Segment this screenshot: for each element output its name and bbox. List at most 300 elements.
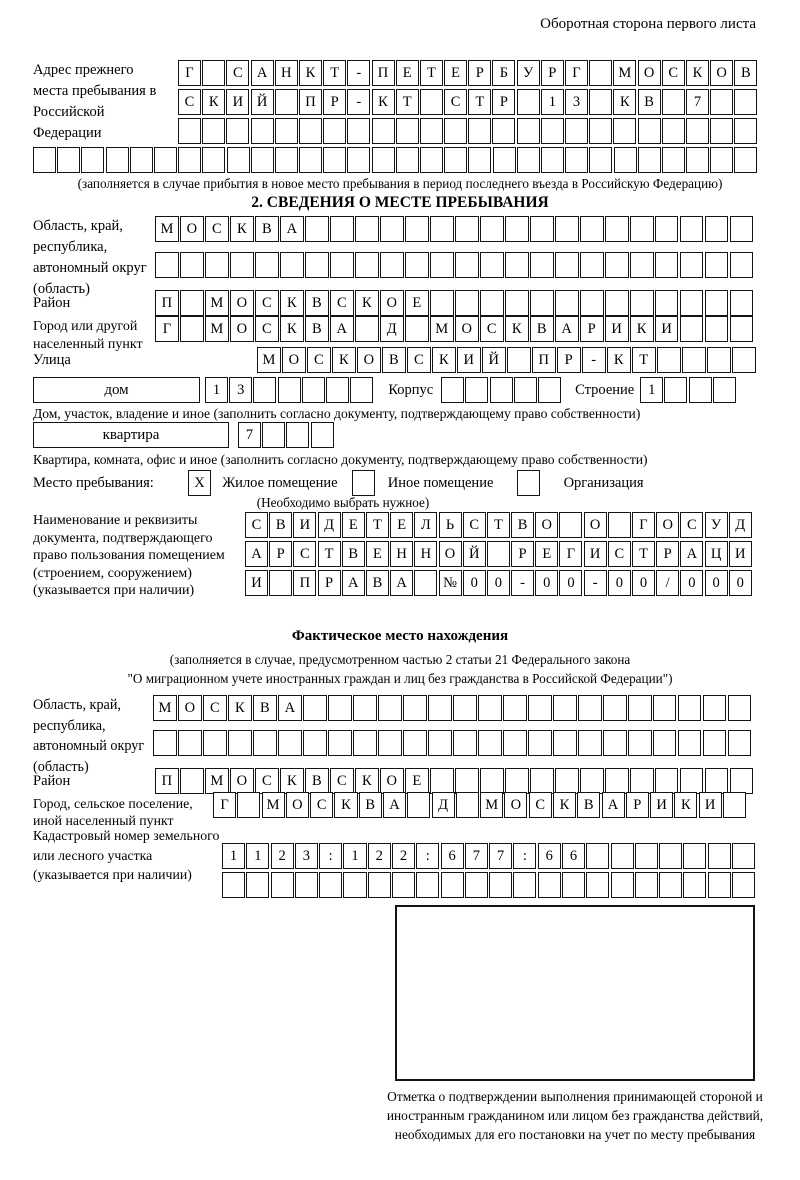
char-cell[interactable] — [530, 290, 554, 316]
char-cell[interactable] — [106, 147, 129, 173]
char-cell[interactable]: А — [245, 541, 268, 567]
char-cell[interactable]: Т — [632, 347, 656, 373]
char-cell[interactable]: У — [517, 60, 540, 86]
char-cell[interactable] — [713, 377, 736, 403]
char-cell[interactable] — [430, 768, 454, 794]
char-cell[interactable]: К — [355, 768, 379, 794]
char-cell[interactable]: С — [529, 792, 552, 818]
char-cell[interactable] — [638, 118, 661, 144]
char-cell[interactable] — [319, 872, 342, 898]
char-cell[interactable]: Р — [511, 541, 534, 567]
char-cell[interactable]: Т — [468, 89, 491, 115]
char-cell[interactable]: 3 — [565, 89, 588, 115]
char-cell[interactable] — [414, 570, 437, 596]
char-cell[interactable]: Ц — [705, 541, 728, 567]
char-cell[interactable] — [605, 252, 629, 278]
char-cell[interactable] — [653, 730, 677, 756]
char-cell[interactable] — [251, 147, 274, 173]
char-cell[interactable] — [608, 512, 631, 538]
char-cell[interactable] — [507, 347, 531, 373]
char-cell[interactable]: 0 — [535, 570, 558, 596]
char-cell[interactable]: И — [245, 570, 268, 596]
char-cell[interactable] — [490, 377, 513, 403]
char-cell[interactable]: Г — [565, 60, 588, 86]
char-cell[interactable]: О — [230, 290, 254, 316]
char-cell[interactable]: 0 — [632, 570, 655, 596]
char-cell[interactable]: 0 — [680, 570, 703, 596]
char-cell[interactable] — [505, 768, 529, 794]
char-cell[interactable]: 1 — [640, 377, 663, 403]
char-cell[interactable] — [355, 316, 379, 342]
char-cell[interactable] — [153, 730, 177, 756]
char-cell[interactable]: И — [729, 541, 752, 567]
char-cell[interactable]: Т — [318, 541, 341, 567]
char-cell[interactable]: : — [416, 843, 439, 869]
char-cell[interactable] — [589, 147, 612, 173]
char-cell[interactable] — [355, 216, 379, 242]
char-cell[interactable] — [253, 730, 277, 756]
char-cell[interactable]: В — [366, 570, 389, 596]
char-cell[interactable]: К — [355, 290, 379, 316]
char-cell[interactable] — [180, 290, 204, 316]
char-cell[interactable] — [655, 768, 679, 794]
char-cell[interactable] — [578, 730, 602, 756]
char-cell[interactable]: К — [299, 60, 322, 86]
char-cell[interactable]: Ь — [439, 512, 462, 538]
char-cell[interactable]: Т — [420, 60, 443, 86]
char-cell[interactable]: Н — [390, 541, 413, 567]
char-cell[interactable]: С — [255, 290, 279, 316]
char-cell[interactable]: А — [680, 541, 703, 567]
char-cell[interactable] — [396, 118, 419, 144]
inoe-checkbox[interactable] — [352, 470, 375, 496]
char-cell[interactable] — [465, 872, 488, 898]
char-cell[interactable] — [392, 872, 415, 898]
char-cell[interactable] — [505, 290, 529, 316]
char-cell[interactable] — [705, 216, 729, 242]
char-cell[interactable] — [659, 843, 682, 869]
char-cell[interactable] — [323, 147, 346, 173]
char-cell[interactable] — [33, 147, 56, 173]
char-cell[interactable] — [378, 695, 402, 721]
char-cell[interactable]: С — [608, 541, 631, 567]
zhiloe-checkbox[interactable]: X — [188, 470, 211, 496]
char-cell[interactable] — [605, 290, 629, 316]
char-cell[interactable] — [278, 377, 301, 403]
char-cell[interactable] — [368, 872, 391, 898]
char-cell[interactable]: И — [226, 89, 249, 115]
char-cell[interactable] — [347, 118, 370, 144]
char-cell[interactable] — [655, 216, 679, 242]
char-cell[interactable]: А — [390, 570, 413, 596]
char-cell[interactable] — [680, 216, 704, 242]
char-cell[interactable] — [480, 216, 504, 242]
char-cell[interactable] — [530, 252, 554, 278]
char-cell[interactable] — [705, 290, 729, 316]
char-cell[interactable] — [453, 730, 477, 756]
char-cell[interactable]: К — [674, 792, 697, 818]
char-cell[interactable] — [372, 147, 395, 173]
char-cell[interactable] — [202, 60, 225, 86]
char-cell[interactable]: М — [205, 290, 229, 316]
char-cell[interactable] — [723, 792, 746, 818]
char-cell[interactable] — [302, 377, 325, 403]
char-cell[interactable] — [710, 89, 733, 115]
char-cell[interactable] — [730, 316, 754, 342]
char-cell[interactable] — [686, 147, 709, 173]
char-cell[interactable]: К — [280, 768, 304, 794]
char-cell[interactable]: Й — [463, 541, 486, 567]
char-cell[interactable] — [611, 843, 634, 869]
char-cell[interactable]: Т — [632, 541, 655, 567]
char-cell[interactable]: Е — [405, 768, 429, 794]
char-cell[interactable]: О — [380, 768, 404, 794]
char-cell[interactable] — [517, 89, 540, 115]
char-cell[interactable] — [478, 695, 502, 721]
char-cell[interactable]: Р — [580, 316, 604, 342]
char-cell[interactable]: В — [359, 792, 382, 818]
char-cell[interactable] — [416, 872, 439, 898]
char-cell[interactable]: С — [245, 512, 268, 538]
char-cell[interactable]: Д — [380, 316, 404, 342]
char-cell[interactable] — [728, 730, 752, 756]
char-cell[interactable]: : — [319, 843, 342, 869]
char-cell[interactable]: П — [155, 290, 179, 316]
char-cell[interactable] — [555, 252, 579, 278]
dom-type-box[interactable]: дом — [33, 377, 200, 403]
char-cell[interactable] — [580, 252, 604, 278]
char-cell[interactable]: К — [505, 316, 529, 342]
char-cell[interactable]: К — [228, 695, 252, 721]
char-cell[interactable]: М — [480, 792, 503, 818]
char-cell[interactable]: Г — [155, 316, 179, 342]
char-cell[interactable]: О — [282, 347, 306, 373]
char-cell[interactable] — [703, 695, 727, 721]
char-cell[interactable] — [275, 89, 298, 115]
char-cell[interactable]: Р — [557, 347, 581, 373]
char-cell[interactable] — [503, 730, 527, 756]
char-cell[interactable]: Е — [342, 512, 365, 538]
kvartira-type-box[interactable]: квартира — [33, 422, 229, 448]
char-cell[interactable] — [178, 147, 201, 173]
char-cell[interactable] — [635, 843, 658, 869]
char-cell[interactable] — [734, 89, 757, 115]
char-cell[interactable] — [303, 730, 327, 756]
char-cell[interactable] — [487, 541, 510, 567]
char-cell[interactable]: У — [705, 512, 728, 538]
char-cell[interactable] — [538, 872, 561, 898]
char-cell[interactable]: Й — [482, 347, 506, 373]
char-cell[interactable]: К — [280, 290, 304, 316]
char-cell[interactable] — [492, 118, 515, 144]
char-cell[interactable] — [405, 316, 429, 342]
char-cell[interactable]: О — [230, 768, 254, 794]
char-cell[interactable] — [328, 695, 352, 721]
char-cell[interactable]: П — [293, 570, 316, 596]
char-cell[interactable] — [710, 118, 733, 144]
char-cell[interactable] — [295, 872, 318, 898]
char-cell[interactable] — [689, 377, 712, 403]
char-cell[interactable] — [565, 118, 588, 144]
char-cell[interactable] — [205, 252, 229, 278]
char-cell[interactable] — [203, 730, 227, 756]
char-cell[interactable]: Т — [487, 512, 510, 538]
char-cell[interactable] — [705, 768, 729, 794]
char-cell[interactable]: Г — [178, 60, 201, 86]
char-cell[interactable]: 7 — [489, 843, 512, 869]
char-cell[interactable] — [405, 252, 429, 278]
char-cell[interactable]: Т — [323, 60, 346, 86]
char-cell[interactable] — [517, 147, 540, 173]
char-cell[interactable] — [278, 730, 302, 756]
char-cell[interactable]: Г — [559, 541, 582, 567]
char-cell[interactable] — [730, 252, 754, 278]
char-cell[interactable]: И — [655, 316, 679, 342]
char-cell[interactable]: 1 — [205, 377, 228, 403]
char-cell[interactable] — [555, 216, 579, 242]
char-cell[interactable]: М — [613, 60, 636, 86]
char-cell[interactable] — [603, 730, 627, 756]
char-cell[interactable]: : — [513, 843, 536, 869]
char-cell[interactable]: Н — [414, 541, 437, 567]
char-cell[interactable] — [586, 872, 609, 898]
char-cell[interactable]: 0 — [729, 570, 752, 596]
char-cell[interactable]: - — [347, 60, 370, 86]
char-cell[interactable]: / — [656, 570, 679, 596]
char-cell[interactable] — [353, 730, 377, 756]
char-cell[interactable] — [707, 347, 731, 373]
char-cell[interactable] — [555, 768, 579, 794]
char-cell[interactable] — [605, 216, 629, 242]
char-cell[interactable] — [130, 147, 153, 173]
char-cell[interactable] — [503, 695, 527, 721]
char-cell[interactable]: 7 — [238, 422, 261, 448]
char-cell[interactable]: 3 — [229, 377, 252, 403]
char-cell[interactable] — [553, 695, 577, 721]
char-cell[interactable] — [178, 118, 201, 144]
char-cell[interactable]: Е — [396, 60, 419, 86]
char-cell[interactable]: В — [530, 316, 554, 342]
char-cell[interactable]: - — [347, 89, 370, 115]
char-cell[interactable]: К — [334, 792, 357, 818]
char-cell[interactable] — [269, 570, 292, 596]
char-cell[interactable] — [455, 216, 479, 242]
char-cell[interactable]: М — [155, 216, 179, 242]
char-cell[interactable] — [326, 377, 349, 403]
char-cell[interactable]: К — [230, 216, 254, 242]
organizaciya-checkbox[interactable] — [517, 470, 540, 496]
char-cell[interactable]: 7 — [686, 89, 709, 115]
char-cell[interactable] — [732, 347, 756, 373]
char-cell[interactable] — [705, 316, 729, 342]
char-cell[interactable] — [455, 290, 479, 316]
char-cell[interactable] — [528, 730, 552, 756]
char-cell[interactable] — [251, 118, 274, 144]
char-cell[interactable] — [255, 252, 279, 278]
char-cell[interactable]: - — [511, 570, 534, 596]
char-cell[interactable] — [655, 290, 679, 316]
char-cell[interactable] — [430, 252, 454, 278]
char-cell[interactable]: С — [293, 541, 316, 567]
char-cell[interactable] — [311, 422, 334, 448]
char-cell[interactable] — [734, 118, 757, 144]
char-cell[interactable]: С — [255, 316, 279, 342]
char-cell[interactable]: В — [382, 347, 406, 373]
char-cell[interactable]: А — [278, 695, 302, 721]
char-cell[interactable]: Т — [396, 89, 419, 115]
char-cell[interactable]: А — [342, 570, 365, 596]
char-cell[interactable]: 3 — [295, 843, 318, 869]
char-cell[interactable]: Е — [535, 541, 558, 567]
char-cell[interactable] — [655, 252, 679, 278]
char-cell[interactable]: В — [305, 316, 329, 342]
char-cell[interactable]: 0 — [608, 570, 631, 596]
char-cell[interactable]: Р — [269, 541, 292, 567]
char-cell[interactable]: Т — [366, 512, 389, 538]
char-cell[interactable]: П — [155, 768, 179, 794]
char-cell[interactable] — [480, 768, 504, 794]
char-cell[interactable]: С — [178, 89, 201, 115]
char-cell[interactable] — [555, 290, 579, 316]
char-cell[interactable] — [355, 252, 379, 278]
char-cell[interactable] — [441, 872, 464, 898]
char-cell[interactable] — [286, 422, 309, 448]
char-cell[interactable] — [505, 216, 529, 242]
char-cell[interactable]: В — [734, 60, 757, 86]
char-cell[interactable]: О — [584, 512, 607, 538]
char-cell[interactable] — [468, 147, 491, 173]
char-cell[interactable] — [57, 147, 80, 173]
char-cell[interactable] — [253, 377, 276, 403]
char-cell[interactable] — [553, 730, 577, 756]
char-cell[interactable]: 6 — [441, 843, 464, 869]
char-cell[interactable]: В — [305, 768, 329, 794]
char-cell[interactable]: О — [380, 290, 404, 316]
char-cell[interactable]: В — [305, 290, 329, 316]
char-cell[interactable] — [180, 768, 204, 794]
char-cell[interactable] — [613, 118, 636, 144]
char-cell[interactable] — [514, 377, 537, 403]
char-cell[interactable]: О — [504, 792, 527, 818]
char-cell[interactable] — [380, 216, 404, 242]
char-cell[interactable]: И — [650, 792, 673, 818]
char-cell[interactable] — [407, 792, 430, 818]
char-cell[interactable]: Н — [275, 60, 298, 86]
char-cell[interactable]: К — [613, 89, 636, 115]
char-cell[interactable]: Е — [390, 512, 413, 538]
char-cell[interactable] — [578, 695, 602, 721]
char-cell[interactable] — [580, 216, 604, 242]
char-cell[interactable] — [323, 118, 346, 144]
char-cell[interactable]: О — [439, 541, 462, 567]
char-cell[interactable]: О — [638, 60, 661, 86]
char-cell[interactable]: А — [330, 316, 354, 342]
char-cell[interactable]: С — [203, 695, 227, 721]
char-cell[interactable] — [405, 216, 429, 242]
char-cell[interactable] — [430, 290, 454, 316]
char-cell[interactable]: Р — [318, 570, 341, 596]
char-cell[interactable]: О — [357, 347, 381, 373]
char-cell[interactable]: Е — [366, 541, 389, 567]
char-cell[interactable]: 1 — [541, 89, 564, 115]
char-cell[interactable]: М — [205, 316, 229, 342]
char-cell[interactable] — [683, 872, 706, 898]
char-cell[interactable]: Р — [656, 541, 679, 567]
char-cell[interactable]: А — [602, 792, 625, 818]
char-cell[interactable]: Д — [318, 512, 341, 538]
char-cell[interactable]: 6 — [538, 843, 561, 869]
char-cell[interactable] — [662, 147, 685, 173]
char-cell[interactable] — [703, 730, 727, 756]
char-cell[interactable] — [299, 118, 322, 144]
char-cell[interactable] — [468, 118, 491, 144]
char-cell[interactable] — [680, 290, 704, 316]
char-cell[interactable]: А — [383, 792, 406, 818]
char-cell[interactable] — [541, 118, 564, 144]
char-cell[interactable]: С — [407, 347, 431, 373]
char-cell[interactable]: В — [342, 541, 365, 567]
char-cell[interactable]: П — [372, 60, 395, 86]
char-cell[interactable]: И — [457, 347, 481, 373]
char-cell[interactable]: Г — [632, 512, 655, 538]
char-cell[interactable] — [732, 872, 755, 898]
char-cell[interactable] — [728, 695, 752, 721]
char-cell[interactable] — [559, 512, 582, 538]
char-cell[interactable]: Л — [414, 512, 437, 538]
char-cell[interactable]: И — [605, 316, 629, 342]
char-cell[interactable] — [730, 768, 754, 794]
char-cell[interactable] — [456, 792, 479, 818]
char-cell[interactable] — [420, 118, 443, 144]
char-cell[interactable]: С — [255, 768, 279, 794]
char-cell[interactable] — [275, 147, 298, 173]
char-cell[interactable]: К — [280, 316, 304, 342]
char-cell[interactable] — [237, 792, 260, 818]
char-cell[interactable] — [611, 872, 634, 898]
char-cell[interactable]: М — [430, 316, 454, 342]
char-cell[interactable] — [202, 118, 225, 144]
char-cell[interactable]: В — [511, 512, 534, 538]
char-cell[interactable] — [589, 60, 612, 86]
char-cell[interactable] — [420, 147, 443, 173]
char-cell[interactable]: 2 — [271, 843, 294, 869]
char-cell[interactable]: Д — [432, 792, 455, 818]
char-cell[interactable]: С — [480, 316, 504, 342]
char-cell[interactable] — [455, 768, 479, 794]
char-cell[interactable]: И — [699, 792, 722, 818]
char-cell[interactable] — [305, 252, 329, 278]
char-cell[interactable]: О — [455, 316, 479, 342]
char-cell[interactable] — [630, 768, 654, 794]
char-cell[interactable] — [230, 252, 254, 278]
char-cell[interactable] — [246, 872, 269, 898]
char-cell[interactable]: С — [463, 512, 486, 538]
char-cell[interactable] — [653, 695, 677, 721]
char-cell[interactable] — [222, 872, 245, 898]
char-cell[interactable] — [202, 147, 225, 173]
char-cell[interactable]: О — [178, 695, 202, 721]
char-cell[interactable] — [403, 695, 427, 721]
char-cell[interactable] — [480, 290, 504, 316]
char-cell[interactable]: Й — [251, 89, 274, 115]
char-cell[interactable]: С — [662, 60, 685, 86]
char-cell[interactable] — [732, 843, 755, 869]
char-cell[interactable] — [378, 730, 402, 756]
char-cell[interactable]: Р — [626, 792, 649, 818]
char-cell[interactable]: О — [286, 792, 309, 818]
char-cell[interactable]: К — [372, 89, 395, 115]
char-cell[interactable] — [530, 216, 554, 242]
